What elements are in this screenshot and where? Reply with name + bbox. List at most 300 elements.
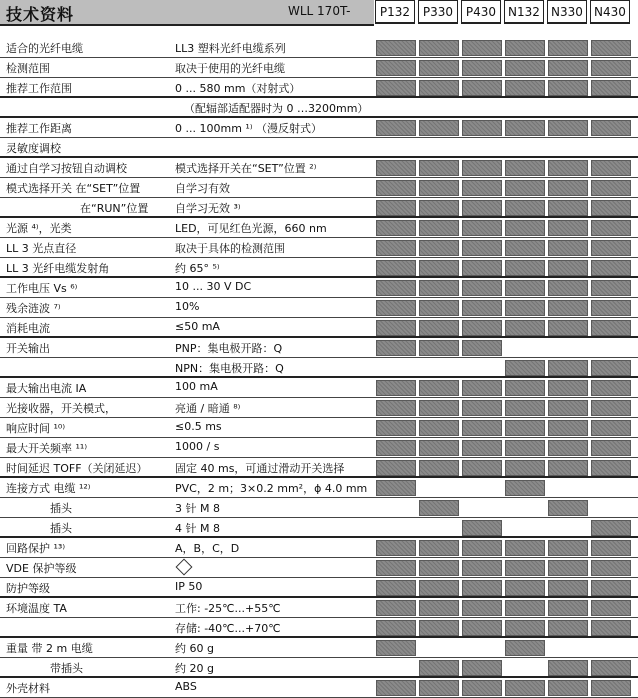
applicable-cell [462,440,502,456]
spec-value: 自学习有效 [175,182,230,195]
spec-row [0,58,638,78]
spec-row [0,238,638,258]
applicable-cell [376,600,416,616]
empty-cell [419,480,459,496]
spec-label: 环境温度 TA [6,602,67,615]
applicable-cell [462,320,502,336]
spec-value: PNP：集电极开路：Q [175,342,283,355]
spec-row [0,538,638,558]
variant-p330: P330 [418,0,458,24]
spec-row [0,218,638,238]
spec-value: 10% [175,300,200,313]
empty-cell [548,520,588,536]
applicable-cell [462,260,502,276]
spec-value [175,560,190,573]
applicable-cell [376,160,416,176]
variant-n430: N430 [590,0,630,24]
applicable-cell [505,680,545,696]
applicable-cell [591,400,631,416]
empty-cell [505,660,545,676]
spec-value: 0 ... 100mm ¹⁾ （漫反射式） [175,122,323,135]
spec-value: 4 针 M 8 [175,522,220,535]
applicable-cell [505,120,545,136]
applicable-cell [548,280,588,296]
spec-value: 工作: -25℃...+55℃ [175,602,281,615]
spec-label: 插头 [50,502,72,515]
variant-n132: N132 [504,0,544,24]
spec-row [0,318,638,338]
applicable-cell [548,540,588,556]
spec-value: 1000 / s [175,440,220,453]
applicable-cell [591,560,631,576]
applicable-cell [591,540,631,556]
spec-row [0,658,638,678]
applicable-cell [505,320,545,336]
empty-cell [462,640,502,656]
applicable-cell [548,580,588,596]
empty-cell [419,360,459,376]
empty-cell [376,660,416,676]
applicable-cell [548,680,588,696]
applicable-cell [419,300,459,316]
applicable-cell [591,360,631,376]
title-bar [0,0,374,26]
spec-label: 在“RUN”位置 [80,202,149,215]
applicable-cell [591,60,631,76]
spec-label: 工作电压 Vs ⁶⁾ [6,282,78,295]
applicable-cell [505,220,545,236]
empty-cell [591,500,631,516]
applicable-cell [462,40,502,56]
applicable-cell [591,280,631,296]
applicable-cell [376,560,416,576]
applicable-cell [505,580,545,596]
spec-row [0,678,638,698]
applicable-cell [548,80,588,96]
empty-cell [376,140,416,156]
applicable-cell [548,320,588,336]
spec-label: 推荐工作距离 [6,122,72,135]
spec-row [0,518,638,538]
spec-row [0,478,638,498]
applicable-cell [376,300,416,316]
spec-label: 响应时间 ¹⁰⁾ [6,422,66,435]
spec-label: 检测范围 [6,62,50,75]
applicable-cell [548,220,588,236]
applicable-cell [419,680,459,696]
spec-label: 插头 [50,522,72,535]
empty-cell [548,340,588,356]
applicable-cell [505,600,545,616]
applicable-cell [376,540,416,556]
applicable-cell [419,440,459,456]
spec-row [0,38,638,58]
applicable-cell [376,340,416,356]
applicable-cell [548,120,588,136]
applicable-cell [591,180,631,196]
spec-row [0,98,638,118]
empty-cell [376,500,416,516]
applicable-cell [591,600,631,616]
applicable-cell [462,280,502,296]
spec-value: 取决于具体的检测范围 [175,242,285,255]
spec-label: 连接方式 电缆 ¹²⁾ [6,482,91,495]
spec-row [0,638,638,658]
empty-cell [376,360,416,376]
applicable-cell [419,280,459,296]
spec-row [0,178,638,198]
spec-label: 推荐工作范围 [6,82,72,95]
applicable-cell [376,420,416,436]
applicable-cell [419,580,459,596]
applicable-cell [462,60,502,76]
applicable-cell [462,80,502,96]
spec-value: 模式选择开关在“SET”位置 ²⁾ [175,162,317,175]
spec-label: 时间延迟 TOFF（关闭延迟） [6,462,148,475]
spec-label: 最大输出电流 IA [6,382,87,395]
spec-row [0,578,638,598]
empty-cell [462,100,502,116]
spec-row [0,258,638,278]
empty-cell [376,100,416,116]
spec-value: 3 针 M 8 [175,502,220,515]
applicable-cell [505,420,545,436]
applicable-cell [462,560,502,576]
spec-row [0,418,638,438]
applicable-cell [548,660,588,676]
applicable-cell [376,480,416,496]
applicable-cell [548,160,588,176]
applicable-cell [548,620,588,636]
spec-label: 防护等级 [6,582,50,595]
empty-cell [505,340,545,356]
spec-value: 亮通 / 暗通 ⁸⁾ [175,402,241,415]
applicable-cell [376,240,416,256]
empty-cell [376,520,416,536]
applicable-cell [462,400,502,416]
applicable-cell [548,380,588,396]
empty-cell [462,140,502,156]
applicable-cell [505,280,545,296]
spec-label: LL 3 光纤电缆发射角 [6,262,110,275]
empty-cell [591,340,631,356]
applicable-cell [462,620,502,636]
spec-row [0,378,638,398]
applicable-cell [591,120,631,136]
spec-value: 自学习无效 ³⁾ [175,202,241,215]
empty-cell [505,140,545,156]
applicable-cell [376,40,416,56]
applicable-cell [462,240,502,256]
applicable-cell [419,60,459,76]
empty-cell [462,360,502,376]
applicable-cell [376,440,416,456]
model-name: WLL 170T- [288,4,351,18]
spec-row [0,78,638,98]
spec-row [0,598,638,618]
applicable-cell [505,640,545,656]
spec-label: 外壳材料 [6,682,50,695]
applicable-cell [419,200,459,216]
applicable-cell [376,460,416,476]
applicable-cell [419,500,459,516]
applicable-cell [419,180,459,196]
applicable-cell [419,560,459,576]
applicable-cell [548,400,588,416]
applicable-cell [376,120,416,136]
spec-label: 最大开关频率 ¹¹⁾ [6,442,88,455]
applicable-cell [419,380,459,396]
applicable-cell [505,560,545,576]
applicable-cell [548,440,588,456]
applicable-cell [505,240,545,256]
applicable-cell [591,40,631,56]
applicable-cell [376,620,416,636]
applicable-cell [376,80,416,96]
applicable-cell [419,320,459,336]
empty-cell [419,140,459,156]
applicable-cell [462,680,502,696]
applicable-cell [376,260,416,276]
applicable-cell [548,500,588,516]
vde-protection-class-icon [176,559,193,576]
applicable-cell [419,420,459,436]
applicable-cell [419,340,459,356]
applicable-cell [591,80,631,96]
applicable-cell [462,300,502,316]
applicable-cell [505,160,545,176]
spec-value: NPN：集电极开路：Q [175,362,284,375]
applicable-cell [462,420,502,436]
empty-cell [548,140,588,156]
spec-value: 固定 40 ms，可通过滑动开关选择 [175,462,345,475]
applicable-cell [548,360,588,376]
applicable-cell [591,440,631,456]
spec-row [0,338,638,358]
spec-row [0,438,638,458]
applicable-cell [462,160,502,176]
applicable-cell [376,280,416,296]
applicable-cell [591,580,631,596]
empty-cell [591,640,631,656]
spec-value: ABS [175,680,197,693]
applicable-cell [505,400,545,416]
applicable-cell [419,460,459,476]
applicable-cell [462,340,502,356]
applicable-cell [591,380,631,396]
applicable-cell [376,60,416,76]
applicable-cell [419,540,459,556]
applicable-cell [376,220,416,236]
applicable-cell [505,40,545,56]
applicable-cell [462,200,502,216]
spec-row [0,618,638,638]
spec-row [0,558,638,578]
spec-label: 重量 带 2 m 电缆 [6,642,93,655]
applicable-cell [548,300,588,316]
variant-n330: N330 [547,0,587,24]
applicable-cell [548,260,588,276]
empty-cell [548,480,588,496]
applicable-cell [548,460,588,476]
spec-label: 消耗电流 [6,322,50,335]
applicable-cell [419,260,459,276]
applicable-cell [505,60,545,76]
empty-cell [419,640,459,656]
applicable-cell [419,600,459,616]
spec-value: 约 60 g [175,642,214,655]
spec-label: 灵敏度调校 [6,142,61,155]
applicable-cell [462,600,502,616]
spec-row [0,298,638,318]
applicable-cell [591,300,631,316]
spec-value: 0 ... 580 mm（对射式） [175,82,301,95]
empty-cell [419,520,459,536]
spec-value: 约 20 g [175,662,214,675]
applicable-cell [419,240,459,256]
applicable-cell [376,320,416,336]
applicable-cell [548,240,588,256]
spec-label: 模式选择开关 在“SET”位置 [6,182,141,195]
applicable-cell [376,680,416,696]
spec-row [0,498,638,518]
applicable-cell [419,120,459,136]
applicable-cell [462,460,502,476]
applicable-cell [548,180,588,196]
spec-row [0,358,638,378]
applicable-cell [376,640,416,656]
spec-label: 光源 ⁴⁾，光类 [6,222,72,235]
spec-value: 10 ... 30 V DC [175,280,252,293]
applicable-cell [419,160,459,176]
applicable-cell [505,620,545,636]
empty-cell [548,640,588,656]
applicable-cell [505,380,545,396]
spec-row [0,198,638,218]
applicable-cell [505,180,545,196]
spec-value: 约 65° ⁵⁾ [175,262,220,275]
applicable-cell [419,400,459,416]
spec-label: LL 3 光点直径 [6,242,77,255]
applicable-cell [505,480,545,496]
applicable-cell [591,200,631,216]
applicable-cell [591,460,631,476]
empty-cell [462,480,502,496]
applicable-cell [548,560,588,576]
applicable-cell [548,600,588,616]
spec-label: 通过自学习按钮自动调校 [6,162,127,175]
spec-label: 残余涟波 ⁷⁾ [6,302,61,315]
applicable-cell [505,300,545,316]
applicable-cell [462,520,502,536]
spec-value: 存储: -40℃...+70℃ [175,622,281,635]
applicable-cell [548,60,588,76]
applicable-cell [548,40,588,56]
applicable-cell [505,80,545,96]
empty-cell [591,100,631,116]
applicable-cell [419,660,459,676]
spec-row [0,398,638,418]
empty-cell [591,480,631,496]
variant-p132: P132 [375,0,415,24]
applicable-cell [591,680,631,696]
applicable-cell [376,200,416,216]
spec-value: ≤50 mA [175,320,220,333]
spec-value: 取决于使用的光纤电缆 [175,62,285,75]
spec-label: 光接收器，开关模式， [6,402,116,415]
empty-cell [419,100,459,116]
applicable-cell [376,380,416,396]
applicable-cell [505,460,545,476]
applicable-cell [591,660,631,676]
empty-cell [505,520,545,536]
applicable-cell [548,420,588,436]
spec-label: 带插头 [50,662,83,675]
applicable-cell [462,580,502,596]
applicable-cell [591,240,631,256]
spec-row [0,138,638,158]
spec-row [0,458,638,478]
empty-cell [591,140,631,156]
applicable-cell [376,580,416,596]
spec-value: PVC，2 m；3×0.2 mm²，ϕ 4.0 mm [175,482,368,495]
applicable-cell [591,220,631,236]
spec-value: LL3 塑料光纤电缆系列 [175,42,286,55]
applicable-cell [591,260,631,276]
applicable-cell [548,200,588,216]
spec-row [0,278,638,298]
spec-row [0,118,638,138]
spec-value: IP 50 [175,580,203,593]
applicable-cell [591,160,631,176]
applicable-cell [419,220,459,236]
applicable-cell [376,180,416,196]
spec-label: 回路保护 ¹³⁾ [6,542,66,555]
applicable-cell [462,660,502,676]
applicable-cell [462,380,502,396]
applicable-cell [591,320,631,336]
spec-label: 开关输出 [6,342,50,355]
spec-value: ≤0.5 ms [175,420,222,433]
spec-label: 适合的光纤电缆 [6,42,83,55]
page-title: 技术资料 [6,5,75,24]
applicable-cell [505,260,545,276]
empty-cell [505,100,545,116]
applicable-cell [505,200,545,216]
applicable-cell [505,440,545,456]
applicable-cell [591,620,631,636]
applicable-cell [505,360,545,376]
applicable-cell [462,540,502,556]
applicable-cell [419,40,459,56]
spec-row [0,158,638,178]
applicable-cell [419,620,459,636]
spec-value: 100 mA [175,380,218,393]
empty-cell [548,100,588,116]
applicable-cell [462,220,502,236]
empty-cell [462,500,502,516]
applicable-cell [505,540,545,556]
applicable-cell [591,420,631,436]
spec-value: LED，可见红色光源，660 nm [175,222,327,235]
applicable-cell [591,520,631,536]
applicable-cell [462,120,502,136]
spec-label: VDE 保护等级 [6,562,77,575]
applicable-cell [376,400,416,416]
applicable-cell [419,80,459,96]
applicable-cell [462,180,502,196]
variant-p430: P430 [461,0,501,24]
